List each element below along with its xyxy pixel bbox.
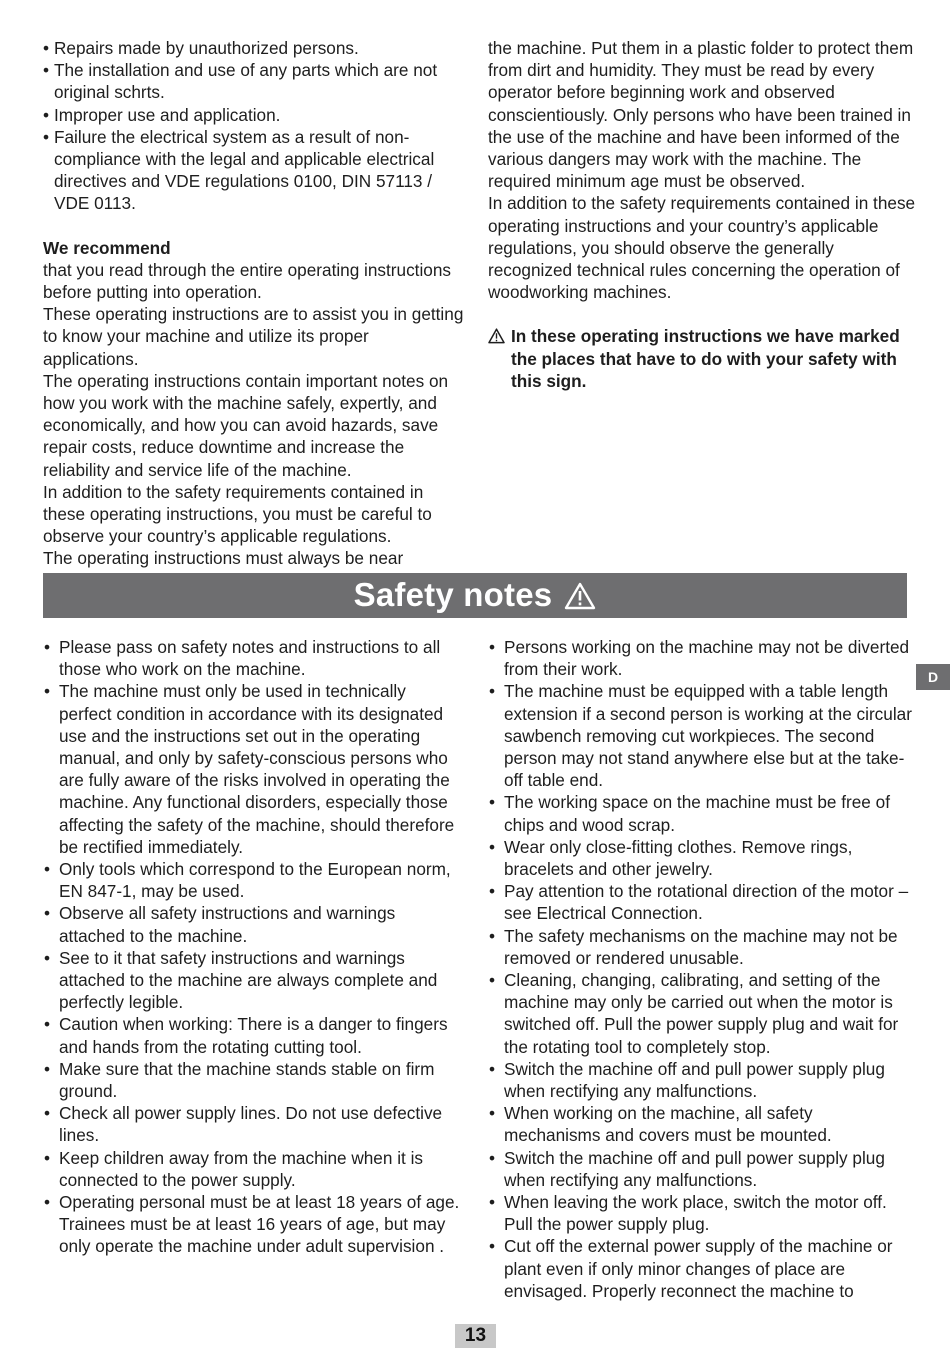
recommend-heading: We recommend [43, 237, 171, 258]
list-item: • Cut off the external power supply of the machine or plant even if only minor changes of place are envisaged. Properly reconnect the machine to [488, 1235, 913, 1302]
list-item: • Only tools which correspond to the European norm, EN 847-1, may be used. [43, 858, 463, 902]
paragraph: These operating instructions are to assist you in getting to know your machine and utilize its proper applications. [43, 304, 464, 369]
language-tab: D [916, 664, 950, 690]
safety-notes-right-column [488, 636, 913, 1302]
safety-notes-list [488, 636, 913, 1302]
safety-notes-banner [43, 573, 907, 618]
list-item: • See to it that safety instructions and warnings attached to the machine are always complete and perfectly legible. [43, 947, 463, 1014]
safety-notes-left-column [43, 636, 463, 1258]
paragraph: The operating instructions contain important notes on how you work with the machine safely, expertly, and economically, and how you can avoid hazards, save repair costs, reduce downtime and increase the reliability and service life of the machine. [43, 370, 449, 480]
list-item: • Switch the machine off and pull power supply plug when rectifying any malfunctions. [488, 1147, 913, 1191]
paragraph: In addition to the safety requirements contained in these operating instructions, you must be careful to observe your country’s applicable regulations. [43, 481, 432, 547]
list-item: • The safety mechanisms on the machine may not be removed or rendered unusable. [488, 925, 913, 969]
list-item: • Keep children away from the machine when it is connected to the power supply. [43, 1147, 463, 1191]
paragraph: The operating instructions must always be near [43, 548, 404, 569]
list-item: • The working space on the machine must be free of chips and wood scrap. [488, 791, 913, 835]
intro-left-column [43, 37, 468, 570]
liability-exclusions-list [43, 37, 468, 215]
list-item: • Operating personal must be at least 18 years of age. Trainees must be at least 16 years of age, but may only operate the machine under adult supervision . [43, 1191, 463, 1258]
list-item: • When working on the machine, all safety mechanisms and covers must be mounted. [488, 1102, 913, 1146]
list-item: • Check all power supply lines. Do not use defective lines. [43, 1102, 463, 1146]
list-item: • The machine must be equipped with a table length extension if a second person is working at the circular sawbench removing cut workpieces. The second person may not stand anywhere else but at the take-off table end. [488, 680, 913, 791]
list-item: • Switch the machine off and pull power supply plug when rectifying any malfunctions. [488, 1058, 913, 1102]
list-item: • The installation and use of any parts which are not original schrts. [43, 59, 468, 103]
list-item: • Improper use and application. [43, 104, 468, 126]
list-item: • Caution when working: There is a danger to fingers and hands from the rotating cutting tool. [43, 1013, 463, 1057]
list-item: • Make sure that the machine stands stable on firm ground. [43, 1058, 463, 1102]
warning-triangle-icon [564, 582, 596, 610]
list-item: • Cleaning, changing, calibrating, and setting of the machine may only be carried out when the motor is switched off. Pull the power supply plug and wait for the rotating tool to completely stop. [488, 969, 913, 1058]
list-item: • When leaving the work place, switch the motor off. Pull the power supply plug. [488, 1191, 913, 1235]
warning-text: In these operating instructions we have marked the places that have to do with your safety with this sign. [511, 326, 900, 391]
list-item: • Persons working on the machine may not be diverted from their work. [488, 636, 913, 680]
list-item: • Failure the electrical system as a result of non-compliance with the legal and applicable electrical directives and VDE regulations 0100, DIN 57113 / VDE 0113. [43, 126, 468, 215]
paragraph: In addition to the safety requirements contained in these operating instructions and your country’s applicable regulations, you should observe the generally recognized technical rules concerning the operation of woodworking machines. [488, 193, 916, 303]
safety-notes-list [43, 636, 463, 1258]
paragraph: the machine. Put them in a plastic folder to protect them from dirt and humidity. They must be read by every operator before beginning work and observed conscientiously. Only persons who have been trained in the use of the machine and have been informed of the various dangers may work with the machine. The required minimum age must be observed. [488, 38, 914, 192]
warning-triangle-icon [488, 328, 505, 344]
list-item: • The machine must only be used in technically perfect condition in accordance with its designated use and the instructions set out in the operating manual, and only by safety-conscious persons who are fully aware of the risks involved in operating the machine. Any functional disorders, especially those affecting the safety of the machine, should therefore be rectified immediately. [43, 680, 463, 858]
intro-right-column [488, 37, 918, 392]
list-item: • Pay attention to the rotational direction of the motor – see Electrical Connection. [488, 880, 913, 924]
section-title: Safety notes [353, 576, 553, 614]
page-number: 13 [455, 1324, 496, 1348]
list-item: • Please pass on safety notes and instructions to all those who work on the machine. [43, 636, 463, 680]
list-item: • Observe all safety instructions and warnings attached to the machine. [43, 902, 463, 946]
list-item: • Repairs made by unauthorized persons. [43, 37, 468, 59]
list-item: • Wear only close-fitting clothes. Remove rings, bracelets and other jewelry. [488, 836, 913, 880]
safety-sign-note [488, 325, 918, 392]
paragraph: that you read through the entire operating instructions before putting into operation. [43, 259, 451, 303]
